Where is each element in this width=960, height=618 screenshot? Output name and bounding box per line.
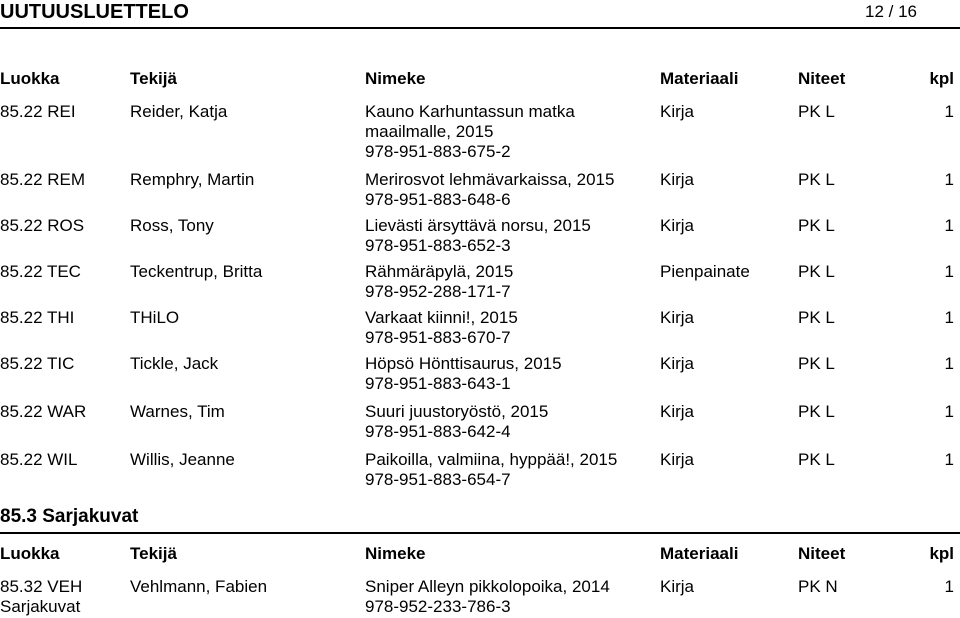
cell-materiaali: Kirja — [660, 450, 695, 469]
cell-tekija: Vehlmann, Fabien — [130, 577, 268, 596]
cell-isbn: 978-951-883-642-4 — [365, 422, 511, 441]
cell-materiaali: Kirja — [660, 308, 695, 327]
cell-tekija: Teckentrup, Britta — [130, 262, 263, 281]
cell-materiaali: Kirja — [660, 354, 695, 373]
cell-materiaali: Kirja — [660, 102, 695, 121]
col-materiaali: Materiaali — [660, 544, 739, 563]
page-number: 12 / 16 — [865, 2, 917, 21]
cell-materiaali: Pienpainate — [660, 262, 750, 281]
cell-nimeke: Lievästi ärsyttävä norsu, 2015 — [365, 216, 591, 235]
cell-tekija: Reider, Katja — [130, 102, 228, 121]
cell-tekija: Ross, Tony — [130, 216, 214, 235]
cell-niteet: PK N — [798, 577, 838, 596]
col-niteet: Niteet — [798, 69, 846, 88]
cell-luokka: 85.32 VEH — [0, 577, 83, 596]
page-title: UUTUUSLUETTELO — [0, 1, 189, 23]
col-luokka: Luokka — [0, 69, 60, 88]
cell-nimeke: Höpsö Hönttisaurus, 2015 — [365, 354, 562, 373]
cell-tekija: Willis, Jeanne — [130, 450, 235, 469]
cell-luokka: 85.22 WIL — [0, 450, 78, 469]
cell-materiaali: Kirja — [660, 402, 695, 421]
col-tekija: Tekijä — [130, 69, 177, 88]
cell-isbn: 978-951-883-654-7 — [365, 470, 511, 489]
col-tekija: Tekijä — [130, 544, 177, 563]
col-kpl: kpl — [929, 544, 954, 563]
cell-kpl: 1 — [944, 102, 954, 121]
cell-nimeke-cont: maailmalle, 2015 — [365, 122, 494, 141]
cell-nimeke: Sniper Alleyn pikkolopoika, 2014 — [365, 577, 610, 596]
cell-isbn: 978-951-883-648-6 — [365, 190, 511, 209]
cell-materiaali: Kirja — [660, 577, 695, 596]
cell-luokka: 85.22 TEC — [0, 262, 81, 281]
col-materiaali: Materiaali — [660, 69, 739, 88]
cell-materiaali: Kirja — [660, 170, 695, 189]
cell-luokka: 85.22 THI — [0, 308, 75, 327]
section-title: 85.3 Sarjakuvat — [0, 506, 139, 527]
cell-kpl: 1 — [944, 577, 954, 596]
cell-niteet: PK L — [798, 262, 835, 281]
cell-tekija: THiLO — [130, 308, 180, 327]
cell-luokka-cont: Sarjakuvat — [0, 597, 81, 616]
section-divider — [0, 532, 960, 534]
cell-kpl: 1 — [944, 354, 954, 373]
cell-nimeke: Paikoilla, valmiina, hyppää!, 2015 — [365, 450, 618, 469]
cell-isbn: 978-951-883-675-2 — [365, 142, 511, 161]
cell-niteet: PK L — [798, 102, 835, 121]
cell-kpl: 1 — [944, 402, 954, 421]
cell-niteet: PK L — [798, 308, 835, 327]
cell-luokka: 85.22 REI — [0, 102, 76, 121]
col-luokka: Luokka — [0, 544, 60, 563]
cell-niteet: PK L — [798, 402, 835, 421]
cell-kpl: 1 — [944, 216, 954, 235]
cell-nimeke: Merirosvot lehmävarkaissa, 2015 — [365, 170, 615, 189]
cell-niteet: PK L — [798, 170, 835, 189]
header-divider — [0, 27, 960, 29]
col-kpl: kpl — [929, 69, 954, 88]
cell-kpl: 1 — [944, 308, 954, 327]
cell-luokka: 85.22 TIC — [0, 354, 75, 373]
cell-isbn: 978-951-883-652-3 — [365, 236, 511, 255]
cell-luokka: 85.22 WAR — [0, 402, 87, 421]
cell-isbn: 978-951-883-670-7 — [365, 328, 511, 347]
cell-niteet: PK L — [798, 354, 835, 373]
cell-nimeke: Rähmäräpylä, 2015 — [365, 262, 514, 281]
cell-kpl: 1 — [944, 450, 954, 469]
cell-isbn: 978-951-883-643-1 — [365, 374, 511, 393]
cell-isbn: 978-952-288-171-7 — [365, 282, 511, 301]
cell-nimeke: Kauno Karhuntassun matka — [365, 102, 575, 121]
cell-nimeke: Varkaat kiinni!, 2015 — [365, 308, 518, 327]
cell-luokka: 85.22 ROS — [0, 216, 85, 235]
cell-kpl: 1 — [944, 170, 954, 189]
cell-isbn: 978-952-233-786-3 — [365, 597, 511, 616]
cell-nimeke: Suuri juustoryöstö, 2015 — [365, 402, 549, 421]
cell-niteet: PK L — [798, 450, 835, 469]
cell-niteet: PK L — [798, 216, 835, 235]
col-niteet: Niteet — [798, 544, 846, 563]
col-nimeke: Nimeke — [365, 544, 426, 563]
cell-tekija: Warnes, Tim — [130, 402, 225, 421]
cell-kpl: 1 — [944, 262, 954, 281]
cell-luokka: 85.22 REM — [0, 170, 86, 189]
col-nimeke: Nimeke — [365, 69, 426, 88]
cell-tekija: Remphry, Martin — [130, 170, 255, 189]
cell-materiaali: Kirja — [660, 216, 695, 235]
cell-tekija: Tickle, Jack — [130, 354, 219, 373]
